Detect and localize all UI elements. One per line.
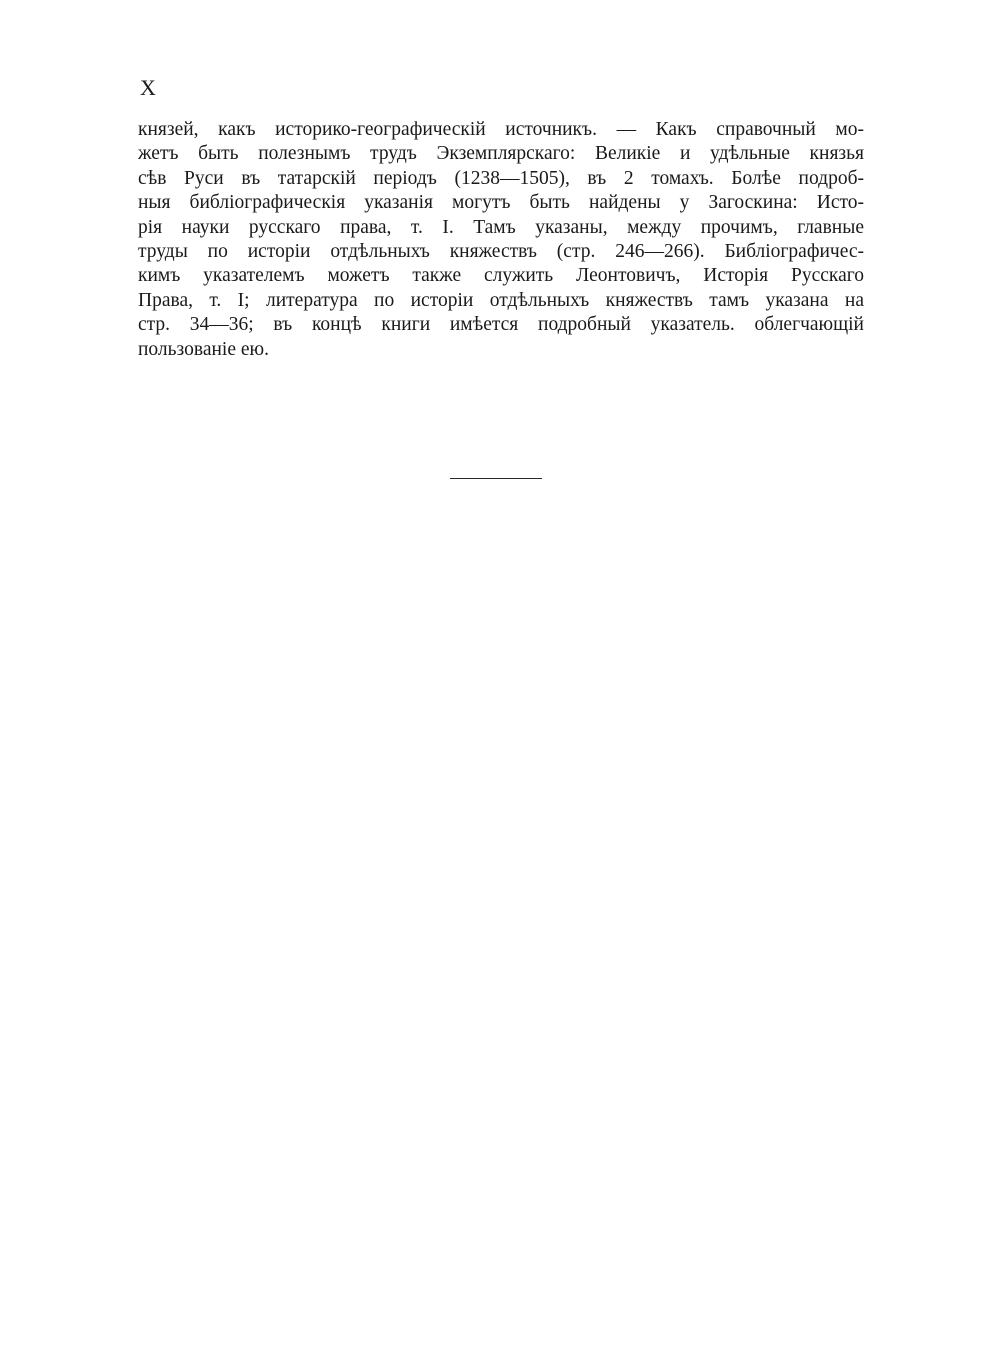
text-line: кимъ указателемъ можетъ также служить Леонтовичъ, Исторія Русскаго [138,265,864,287]
text-line: ныя библіографическія указанія могутъ быть найдены у Загоскина: Исто- [138,192,864,214]
text-line: жетъ быть полезнымъ трудъ Экземплярскаго: Великіе и удѣльные князья [138,143,864,165]
text-line: труды по исторіи отдѣльныхъ княжествъ (стр. 246—266). Библіографичес- [138,240,864,262]
text-line: сѣв Руси въ татарскій періодъ (1238—1505), въ 2 томахъ. Болѣе подроб- [138,167,864,189]
text-line: князей, какъ историко-географическій источникъ. — Какъ справочный мо- [138,119,864,140]
text-line: рія науки русскаго права, т. І. Тамъ указаны, между прочимъ, главные [138,216,864,238]
text-line: пользованіе ею. [138,338,269,360]
section-separator-rule [450,478,542,479]
text-line: Права, т. І; литература по исторіи отдѣльныхъ княжествъ тамъ указана на [138,289,864,311]
body-paragraph [138,118,864,362]
text-line: стр. 34—36; въ концѣ книги имѣется подробный указатель. облегчающій [138,314,864,336]
page-number: X [140,75,157,100]
